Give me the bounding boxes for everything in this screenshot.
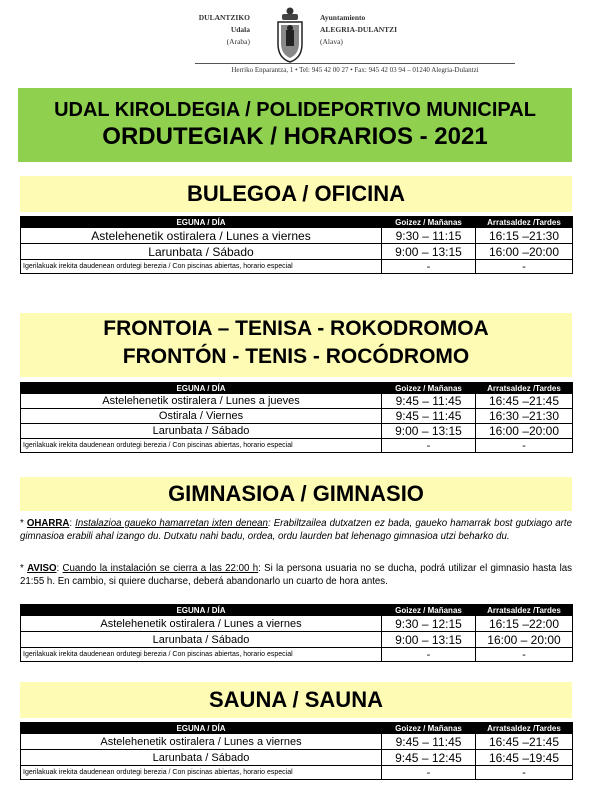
table-row xyxy=(21,244,573,260)
table-header-row xyxy=(21,217,573,228)
col-header-morning: Goizez / Mañanas xyxy=(382,605,476,616)
letterhead-right-region: (Alava) xyxy=(320,37,343,46)
note-bullet: * xyxy=(20,563,28,574)
section-title-office: BULEGOA / OFICINA xyxy=(187,181,405,206)
letterhead-left-sub: Udala xyxy=(230,25,250,34)
special-morning: - xyxy=(382,766,476,780)
special-afternoon: - xyxy=(476,260,573,274)
row-day: Astelehenetik ostiralera / Lunes a viernes xyxy=(21,228,382,244)
table-row xyxy=(21,734,573,750)
section-header-gym xyxy=(20,477,572,511)
table-header-row xyxy=(21,723,573,734)
special-afternoon: - xyxy=(476,439,573,453)
special-morning: - xyxy=(382,260,476,274)
special-hours-row xyxy=(21,766,573,780)
table-row xyxy=(21,616,573,632)
row-afternoon: 16:15 –21:30 xyxy=(476,228,573,244)
col-header-morning: Goizez / Mañanas xyxy=(382,383,476,394)
row-day: Larunbata / Sábado xyxy=(21,750,382,766)
col-header-afternoon: Arratsaldez /Tardes xyxy=(476,723,573,734)
gym-note-spanish xyxy=(20,563,572,588)
col-header-morning: Goizez / Mañanas xyxy=(382,723,476,734)
coat-of-arms-icon xyxy=(272,6,308,64)
col-header-afternoon: Arratsaldez /Tardes xyxy=(476,605,573,616)
section-header-office xyxy=(20,176,572,212)
table-row xyxy=(21,750,573,766)
section-title-fronton-2: FRONTÓN - TENIS - ROCÓDROMO xyxy=(122,345,470,368)
section-header-sauna xyxy=(20,682,572,718)
special-hours-row xyxy=(21,648,573,662)
row-day: Ostirala / Viernes xyxy=(21,409,382,424)
row-afternoon: 16:45 –21:45 xyxy=(476,394,573,409)
row-morning: 9:30 – 11:15 xyxy=(382,228,476,244)
letterhead-left-name: DULANTZIKO xyxy=(198,13,250,22)
title-banner xyxy=(18,88,572,162)
schedule-table-fronton xyxy=(20,382,573,453)
col-header-morning: Goizez / Mañanas xyxy=(382,217,476,228)
row-morning: 9:45 – 11:45 xyxy=(382,734,476,750)
col-header-day: EGUNA / DÍA xyxy=(21,383,382,394)
row-afternoon: 16:15 –22:00 xyxy=(476,616,573,632)
row-morning: 9:00 – 13:15 xyxy=(382,632,476,648)
note-colon: : xyxy=(69,518,76,529)
section-title-fronton-1: FRONTOIA – TENISA - ROKODROMOA xyxy=(103,317,489,340)
letterhead-address: Herriko Enparantza, 1 • Tel: 945 42 00 27 • Fax: 945 42 03 94 – 01240 Alegria-Dulantzi xyxy=(231,66,479,74)
row-afternoon: 16:45 –21:45 xyxy=(476,734,573,750)
col-header-afternoon: Arratsaldez /Tardes xyxy=(476,383,573,394)
letterhead-left xyxy=(180,12,250,48)
row-day: Larunbata / Sábado xyxy=(21,424,382,439)
col-header-afternoon: Arratsaldez /Tardes xyxy=(476,217,573,228)
gym-note-basque xyxy=(20,518,572,543)
special-hours-note: Igerilakuak irekita daudenean ordutegi berezia / Con piscinas abiertas, horario especial xyxy=(21,260,382,274)
schedule-table-office xyxy=(20,216,573,274)
row-afternoon: 16:30 –21:30 xyxy=(476,409,573,424)
row-day: Larunbata / Sábado xyxy=(21,244,382,260)
note-keyword: OHARRA xyxy=(26,518,70,529)
row-day: Astelehenetik ostiralera / Lunes a viernes xyxy=(21,734,382,750)
row-afternoon: 16:00 – 20:00 xyxy=(476,632,573,648)
table-row xyxy=(21,394,573,409)
letterhead-right-name: Ayuntamiento xyxy=(320,13,366,22)
letterhead-left-region: (Araba) xyxy=(226,37,250,46)
note-condition: Instalazioa gaueko hamarretan ixten denean xyxy=(75,518,268,529)
row-day: Astelehenetik ostiralera / Lunes a jueves xyxy=(21,394,382,409)
table-row xyxy=(21,409,573,424)
letterhead-right-sub: ALEGRIA-DULANTZI xyxy=(320,25,398,34)
title-line-1: UDAL KIROLDEGIA / POLIDEPORTIVO MUNICIPAL xyxy=(54,99,536,121)
row-morning: 9:00 – 13:15 xyxy=(382,244,476,260)
row-day: Larunbata / Sábado xyxy=(21,632,382,648)
section-title-gym: GIMNASIOA / GIMNASIO xyxy=(168,481,424,506)
section-header-fronton xyxy=(20,313,572,377)
special-morning: - xyxy=(382,439,476,453)
special-hours-note: Igerilakuak irekita daudenean ordutegi berezia / Con piscinas abiertas, horario especial xyxy=(21,766,382,780)
row-morning: 9:45 – 11:45 xyxy=(382,409,476,424)
table-header-row xyxy=(21,605,573,616)
title-line-2: ORDUTEGIAK / HORARIOS - 2021 xyxy=(102,123,488,150)
row-day: Astelehenetik ostiralera / Lunes a viernes xyxy=(21,616,382,632)
table-row xyxy=(21,228,573,244)
note-condition: Cuando la instalación se cierra a las 22:00 h xyxy=(62,563,259,574)
schedule-table-gym xyxy=(20,604,573,662)
special-hours-note: Igerilakuak irekita daudenean ordutegi berezia / Con piscinas abiertas, horario especial xyxy=(21,439,382,453)
note-text: : Si la persona usuaria no se ducha, podrá utilizar el gimnasio hasta las 21:55 h. En cambio, si quiere ducharse, deberá abandonarlo un cuarto de hora antes. xyxy=(20,563,572,587)
row-afternoon: 16:00 –20:00 xyxy=(476,244,573,260)
table-row xyxy=(21,632,573,648)
section-title-sauna: SAUNA / SAUNA xyxy=(209,687,383,712)
row-morning: 9:45 – 11:45 xyxy=(382,394,476,409)
col-header-day: EGUNA / DÍA xyxy=(21,605,382,616)
row-afternoon: 16:00 –20:00 xyxy=(476,424,573,439)
note-text: : Erabiltzailea dutxatzen ez bada, gaueko hamarrak bost gutxiago arte gimnasioa erabili ahal izango du. Dutxatu nahi badu, ordea, ordu laurden bat lehenago gimnasioa utzi beharko du. xyxy=(20,518,572,542)
row-morning: 9:30 – 12:15 xyxy=(382,616,476,632)
row-afternoon: 16:45 –19:45 xyxy=(476,750,573,766)
row-morning: 9:00 – 13:15 xyxy=(382,424,476,439)
special-hours-row xyxy=(21,260,573,274)
row-morning: 9:45 – 12:45 xyxy=(382,750,476,766)
table-header-row xyxy=(21,383,573,394)
special-hours-row xyxy=(21,439,573,453)
col-header-day: EGUNA / DÍA xyxy=(21,723,382,734)
special-hours-note: Igerilakuak irekita daudenean ordutegi berezia / Con piscinas abiertas, horario especial xyxy=(21,648,382,662)
special-afternoon: - xyxy=(476,766,573,780)
table-row xyxy=(21,424,573,439)
note-colon: : xyxy=(56,563,63,574)
letterhead-right xyxy=(320,12,440,48)
note-keyword: AVISO xyxy=(27,563,57,574)
special-afternoon: - xyxy=(476,648,573,662)
note-bullet: * xyxy=(20,518,27,529)
special-morning: - xyxy=(382,648,476,662)
col-header-day: EGUNA / DÍA xyxy=(21,217,382,228)
letterhead-divider xyxy=(195,63,515,64)
schedule-table-sauna xyxy=(20,722,573,780)
